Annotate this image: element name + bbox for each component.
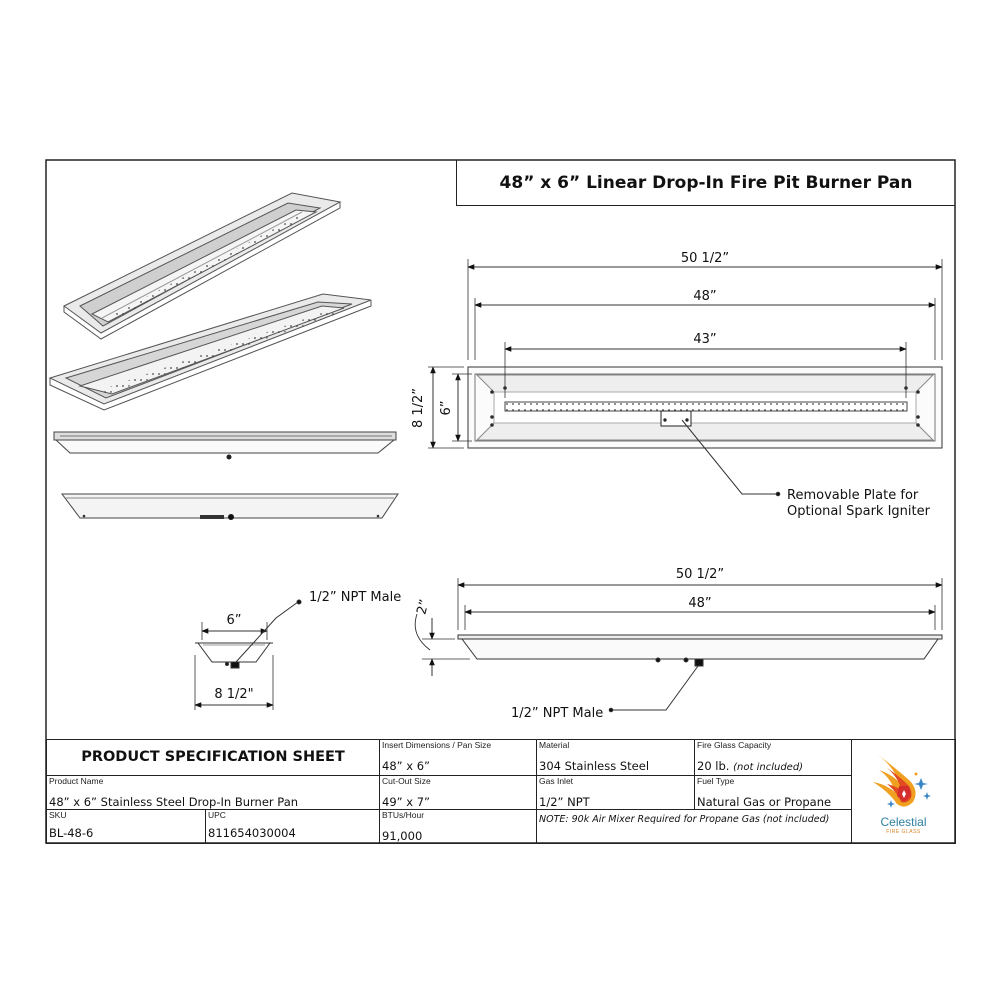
side-insert-width: 48” <box>688 596 712 611</box>
end-view-outer-width: 8 1/2" <box>214 687 254 702</box>
gas-inlet-cell <box>537 776 695 810</box>
side-inlet-label: 1/2” NPT Male <box>511 706 604 721</box>
material-label: Material <box>539 740 570 750</box>
end-view-inlet-label: 1/2” NPT Male <box>309 590 402 605</box>
sku-label: SKU <box>49 810 67 820</box>
side-overall-width: 50 1/2” <box>675 567 725 582</box>
end-view-inner-width: 6” <box>226 613 242 628</box>
btus-label: BTUs/Hour <box>382 810 425 820</box>
fire-glass-cell <box>695 740 852 776</box>
product-name-cell <box>47 776 380 810</box>
insert-dimensions-label: Insert Dimensions / Pan Size <box>382 740 492 750</box>
top-overall-width: 50 1/2” <box>680 251 730 266</box>
spec-heading: PRODUCT SPECIFICATION SHEET <box>47 740 380 776</box>
front-elevation-view <box>54 432 396 460</box>
insert-dimensions-cell <box>380 740 537 776</box>
product-name-label: Product Name <box>49 776 104 786</box>
callout-line-1: Removable Plate for <box>787 488 919 503</box>
top-plan-view <box>428 259 942 496</box>
side-height: 2” <box>414 597 433 617</box>
top-insert-depth: 6” <box>439 400 454 416</box>
fuel-type-value: Natural Gas or Propane <box>697 795 832 809</box>
top-burner-length: 43” <box>693 332 717 347</box>
btus-cell <box>380 810 537 844</box>
fuel-type-cell <box>695 776 852 810</box>
top-insert-width: 48” <box>693 289 717 304</box>
product-name-value: 48” x 6” Stainless Steel Drop-In Burner Pan <box>49 795 299 809</box>
material-value: 304 Stainless Steel <box>539 759 650 773</box>
top-overall-depth: 8 1/2” <box>411 387 426 429</box>
upc-label: UPC <box>208 810 226 820</box>
side-elevation-view <box>415 578 942 712</box>
cut-out-cell <box>380 776 537 810</box>
spec-table <box>46 739 956 844</box>
fire-glass-label: Fire Glass Capacity <box>697 740 772 750</box>
upc-value: 811654030004 <box>208 826 296 840</box>
sku-cell <box>47 810 206 844</box>
callout-line-2: Optional Spark Igniter <box>787 504 930 519</box>
cut-out-label: Cut-Out Size <box>382 776 431 786</box>
underside-view <box>62 494 398 520</box>
upc-cell <box>206 810 380 844</box>
sku-value: BL-48-6 <box>49 826 94 840</box>
fire-glass-note: (not included) <box>733 762 804 773</box>
gas-inlet-value: 1/2” NPT <box>539 795 590 809</box>
btus-value: 91,000 <box>382 829 423 843</box>
celestial-logo-icon <box>869 748 939 814</box>
logo-name: Celestial <box>880 815 927 829</box>
propane-note: NOTE: 90k Air Mixer Required for Propane Gas (not included) <box>537 810 852 844</box>
fire-glass-value: 20 lb. <box>697 759 730 773</box>
logo-tagline: FIRE GLASS <box>886 829 921 835</box>
fuel-type-label: Fuel Type <box>697 776 735 786</box>
material-cell <box>537 740 695 776</box>
gas-inlet-label: Gas Inlet <box>539 776 574 786</box>
page-title: 48” x 6” Linear Drop-In Fire Pit Burner Pan <box>456 160 955 206</box>
insert-dimensions-value: 48” x 6” <box>382 759 430 773</box>
logo-cell <box>852 740 956 844</box>
cut-out-value: 49” x 7” <box>382 795 430 809</box>
